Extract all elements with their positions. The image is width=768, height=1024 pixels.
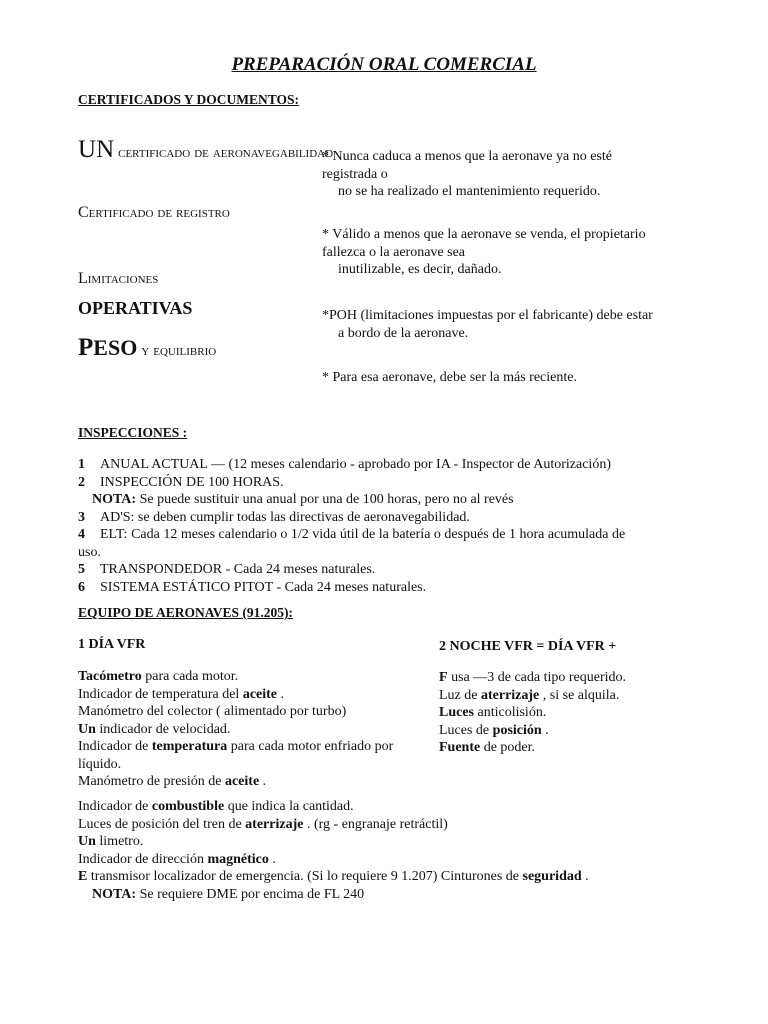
list-item: Tacómetro para cada motor. bbox=[78, 669, 239, 684]
list-item: 6 SISTEMA ESTÁTICO PITOT - Cada 24 meses naturales. bbox=[78, 579, 427, 595]
doc-registration-certificate: Certificado de registro bbox=[78, 204, 230, 221]
section-heading-inspecciones: INSPECCIONES : bbox=[78, 425, 188, 440]
list-item: E transmisor localizador de emergencia. (Si lo requiere 9 1.207) Cinturones de seguridad . bbox=[78, 869, 589, 884]
list-item: 1 ANUAL ACTUAL — (12 meses calendario - aprobado por IA - Inspector de Autorización) bbox=[78, 457, 611, 472]
equipment-note: NOTA: Se requiere DME por encima de FL 240 bbox=[92, 886, 365, 902]
doc-operating-limitations: Limitaciones bbox=[78, 270, 159, 287]
doc-note-limitations: *POH (limitaciones impuestas por el fabricante) debe estar a bordo de la aeronave. bbox=[322, 308, 653, 341]
doc-operating-limitations-subtitle: OPERATIVAS bbox=[78, 298, 193, 318]
page-title: PREPARACIÓN ORAL COMERCIAL bbox=[231, 54, 537, 75]
list-item: Indicador de temperatura del aceite . bbox=[78, 686, 285, 702]
list-item: Indicador de temperatura para cada motor enfriado por bbox=[78, 739, 394, 754]
list-item: Luces de posición del tren de aterrizaje . (rg - engranaje retráctil) bbox=[78, 816, 448, 832]
list-item: Luces anticolisión. bbox=[439, 705, 547, 720]
list-item: Indicador de combustible que indica la cantidad. bbox=[78, 799, 354, 814]
list-item: 5 TRANSPONDEDOR - Cada 24 meses naturales. bbox=[78, 562, 376, 577]
inspection-note: NOTA: Se puede sustituir una anual por una de 100 horas, pero no al revés bbox=[92, 492, 514, 507]
night-vfr-list bbox=[439, 669, 626, 757]
inspections-list bbox=[78, 456, 625, 596]
doc-note-airworthiness: * Nunca caduca a menos que la aeronave ya no esté registrada o no se ha realizado el mantenimiento requerido. bbox=[322, 149, 612, 199]
section-heading-certificados: CERTIFICADOS Y DOCUMENTOS: bbox=[78, 92, 300, 107]
list-item: 2 INSPECCIÓN DE 100 HORAS. bbox=[78, 474, 284, 490]
list-item-continuation: líquido. bbox=[78, 756, 122, 772]
list-item: Manómetro de presión de aceite . bbox=[78, 774, 267, 789]
list-item: Indicador de dirección magnético . bbox=[78, 851, 276, 867]
doc-note-weight-balance: * Para esa aeronave, debe ser la más reciente. bbox=[322, 370, 577, 385]
list-item: Luces de posición . bbox=[439, 722, 549, 738]
doc-weight-balance: PESO y equilibrio bbox=[78, 334, 217, 361]
list-item: Manómetro del colector ( alimentado por turbo) bbox=[78, 704, 347, 719]
list-item: 4 ELT: Cada 12 meses calendario o 1/2 vida útil de la batería o después de 1 hora acumulada de bbox=[78, 527, 626, 542]
list-item: Fuente de poder. bbox=[439, 740, 536, 755]
section-heading-equipo: EQUIPO DE AERONAVES (91.205): bbox=[78, 605, 294, 620]
list-item-continuation: uso. bbox=[78, 544, 101, 560]
night-vfr-heading: 2 NOCHE VFR = DÍA VFR + bbox=[439, 639, 617, 654]
doc-note-registration: * Válido a menos que la aeronave se venda, el propietario fallezca o la aeronave sea inutilizable, es decir, dañado. bbox=[322, 227, 646, 277]
list-item: F usa —3 de cada tipo requerido. bbox=[439, 670, 627, 685]
list-item: Un limetro. bbox=[78, 834, 144, 849]
day-vfr-heading: 1 DÍA VFR bbox=[78, 637, 146, 652]
list-item: 3 AD'S: se deben cumplir todas las directivas de aeronavegabilidad. bbox=[78, 509, 470, 525]
list-item: Luz de aterrizaje , si se alquila. bbox=[439, 687, 620, 703]
day-vfr-list bbox=[78, 668, 393, 791]
doc-airworthiness-certificate: UN certificado de aeronavegabilidad bbox=[78, 136, 334, 163]
list-item: Un indicador de velocidad. bbox=[78, 721, 231, 737]
day-vfr-list-continued bbox=[78, 798, 589, 903]
